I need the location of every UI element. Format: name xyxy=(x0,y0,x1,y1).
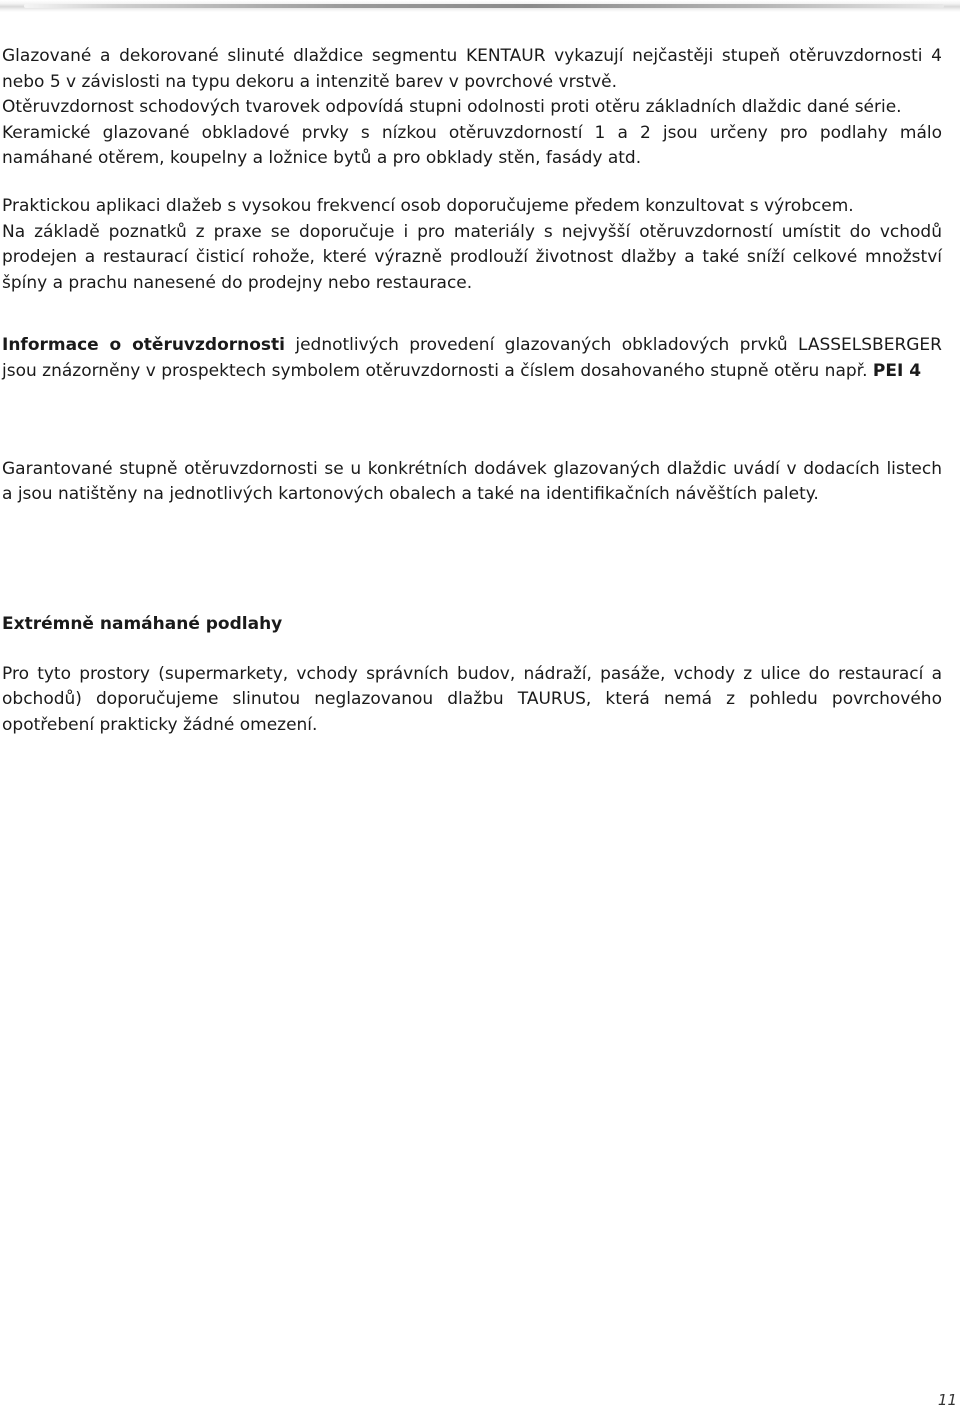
section-abrasion-info xyxy=(2,333,942,384)
document-body xyxy=(2,44,942,739)
header-rule xyxy=(0,0,960,12)
paragraph-abrasion-info xyxy=(2,333,942,384)
paragraph-doormats: Na základě poznatků z praxe se doporučuje i pro materiály s nejvyšší otěruvzdorností umístit do vchodů prodejen a restaurací čisticí rohože, které výrazně prodlouží životnost dlažby a také sníží celkové množství špíny a prachu nanesené do prodejny nebo restaurace. xyxy=(2,221,942,293)
paragraph-kentaur: Glazované a dekorované slinuté dlaždice segmentu KENTAUR vykazují nejčastěji stupeň otěruvzdornosti 4 nebo 5 v závislosti na typu dekoru a intenzitě barev v povrchové vrstvě. xyxy=(2,46,942,92)
page-number: 11 xyxy=(937,1391,957,1409)
section-heading-extreme-floors: Extrémně namáhané podlahy xyxy=(2,613,283,634)
paragraph-stair-pieces: Otěruvzdornost schodových tvarovek odpovídá stupni odolnosti proti otěru základních dlaždic dané série. xyxy=(2,97,902,118)
paragraph-guarantee: Garantované stupně otěruvzdornosti se u konkrétních dodávek glazovaných dlaždic uvádí v dodacích listech a jsou natištěny na jednotlivých kartonových obalech a také na identifikačních návěštích palety. xyxy=(2,458,942,505)
abrasion-info-lead: Informace o otěruvzdornosti xyxy=(2,335,285,356)
section-glazed-tiles xyxy=(2,44,942,172)
paragraph-consult-manufacturer: Praktickou aplikaci dlažeb s vysokou frekvencí osob doporučujeme předem konzultovat s výrobcem. xyxy=(2,195,854,216)
section-guarantee xyxy=(2,457,942,508)
section-high-traffic xyxy=(2,194,942,296)
abrasion-info-text: jednotlivých provedení glazovaných obkladových prvků LASSELSBERGER jsou znázorněny v prospektech symbolem otěruvzdornosti a číslem dosahovaného stupně otěru např. xyxy=(2,335,942,381)
pei-rating: PEI 4 xyxy=(872,360,922,381)
paragraph-low-resistance: Keramické glazované obkladové prvky s nízkou otěruvzdorností 1 a 2 jsou určeny pro podlahy málo namáhané otěrem, koupelny a ložnice bytů a pro obklady stěn, fasády atd. xyxy=(2,122,942,169)
section-extreme-floors xyxy=(2,611,942,739)
paragraph-taurus: Pro tyto prostory (supermarkety, vchody správních budov, nádraží, pasáže, vchody z ulice do restaurací a obchodů) doporučujeme slinutou neglazovanou dlažbu TAURUS, která nemá z pohledu povrchového opotřebení prakticky žádné omezení. xyxy=(2,663,942,735)
header-rule-gradient xyxy=(24,4,944,8)
